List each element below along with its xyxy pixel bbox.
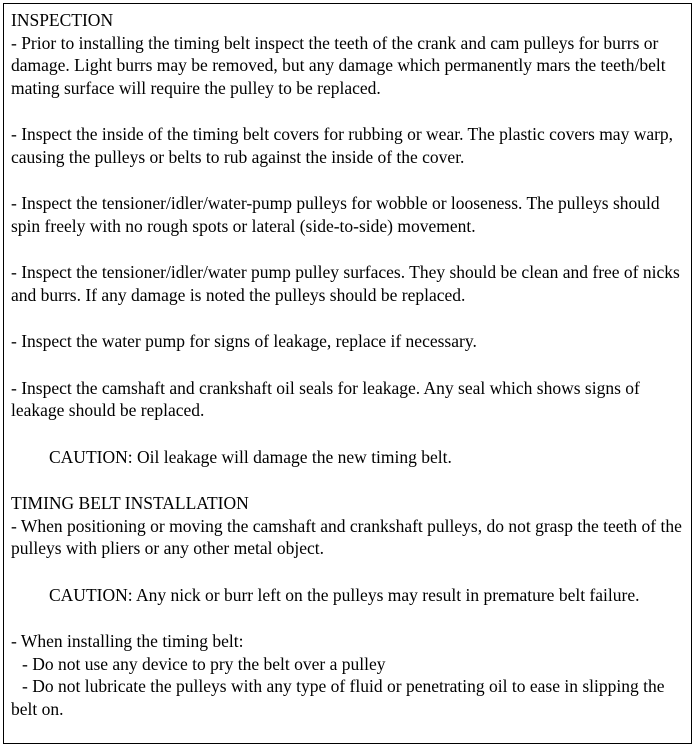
spacer [11,606,691,630]
installation-sub-item-no-pry: - Do not use any device to pry the belt over a pulley [22,653,386,674]
document-body [11,9,691,720]
inspection-item-water-pump: - Inspect the water pump for signs of leakage, replace if necessary. [11,331,477,351]
installation-caution: CAUTION: Any nick or burr left on the pulleys may result in premature belt failure. [49,584,640,605]
inspection-heading: INSPECTION [11,10,114,30]
document-frame [3,3,692,744]
spacer [11,237,691,261]
spacer [11,353,691,377]
spacer [11,560,691,584]
spacer [11,468,691,492]
inspection-item-pulley-teeth: - Prior to installing the timing belt inspect the teeth of the crank and cam pulleys for burrs or damage. Light burrs may be removed, but any damage which permanently mars the teeth/belt mating surface will require the pulley to be replaced. [11,32,666,98]
installation-item-grasp-pulleys: - When positioning or moving the camshaft and crankshaft pulleys, do not grasp the teeth of the pulleys with pliers or any other metal object. [11,515,682,558]
inspection-item-belt-covers: - Inspect the inside of the timing belt covers for rubbing or wear. The plastic covers may warp, causing the pulleys or belts to rub against the inside of the cover. [11,124,674,167]
inspection-caution: CAUTION: Oil leakage will damage the new timing belt. [49,446,452,467]
installation-sub-item-no-lubricate: - Do not lubricate the pulleys with any type of fluid or penetrating oil to ease in slipping the belt on. [11,676,665,719]
installation-list-intro: - When installing the timing belt: [11,631,244,651]
inspection-item-oil-seals: - Inspect the camshaft and crankshaft oil seals for leakage. Any seal which shows signs of leakage should be replaced. [11,377,640,420]
inspection-item-pulley-surfaces: - Inspect the tensioner/idler/water pump pulley surfaces. They should be clean and free of nicks and burrs. If any damage is noted the pulleys should be replaced. [11,262,680,305]
spacer [11,99,691,123]
spacer [11,306,691,330]
inspection-item-pulley-wobble: - Inspect the tensioner/idler/water-pump pulleys for wobble or looseness. The pulleys should spin freely with no rough spots or lateral (side-to-side) movement. [11,193,660,236]
spacer [11,422,691,446]
spacer [11,168,691,192]
installation-heading: TIMING BELT INSTALLATION [11,493,249,513]
